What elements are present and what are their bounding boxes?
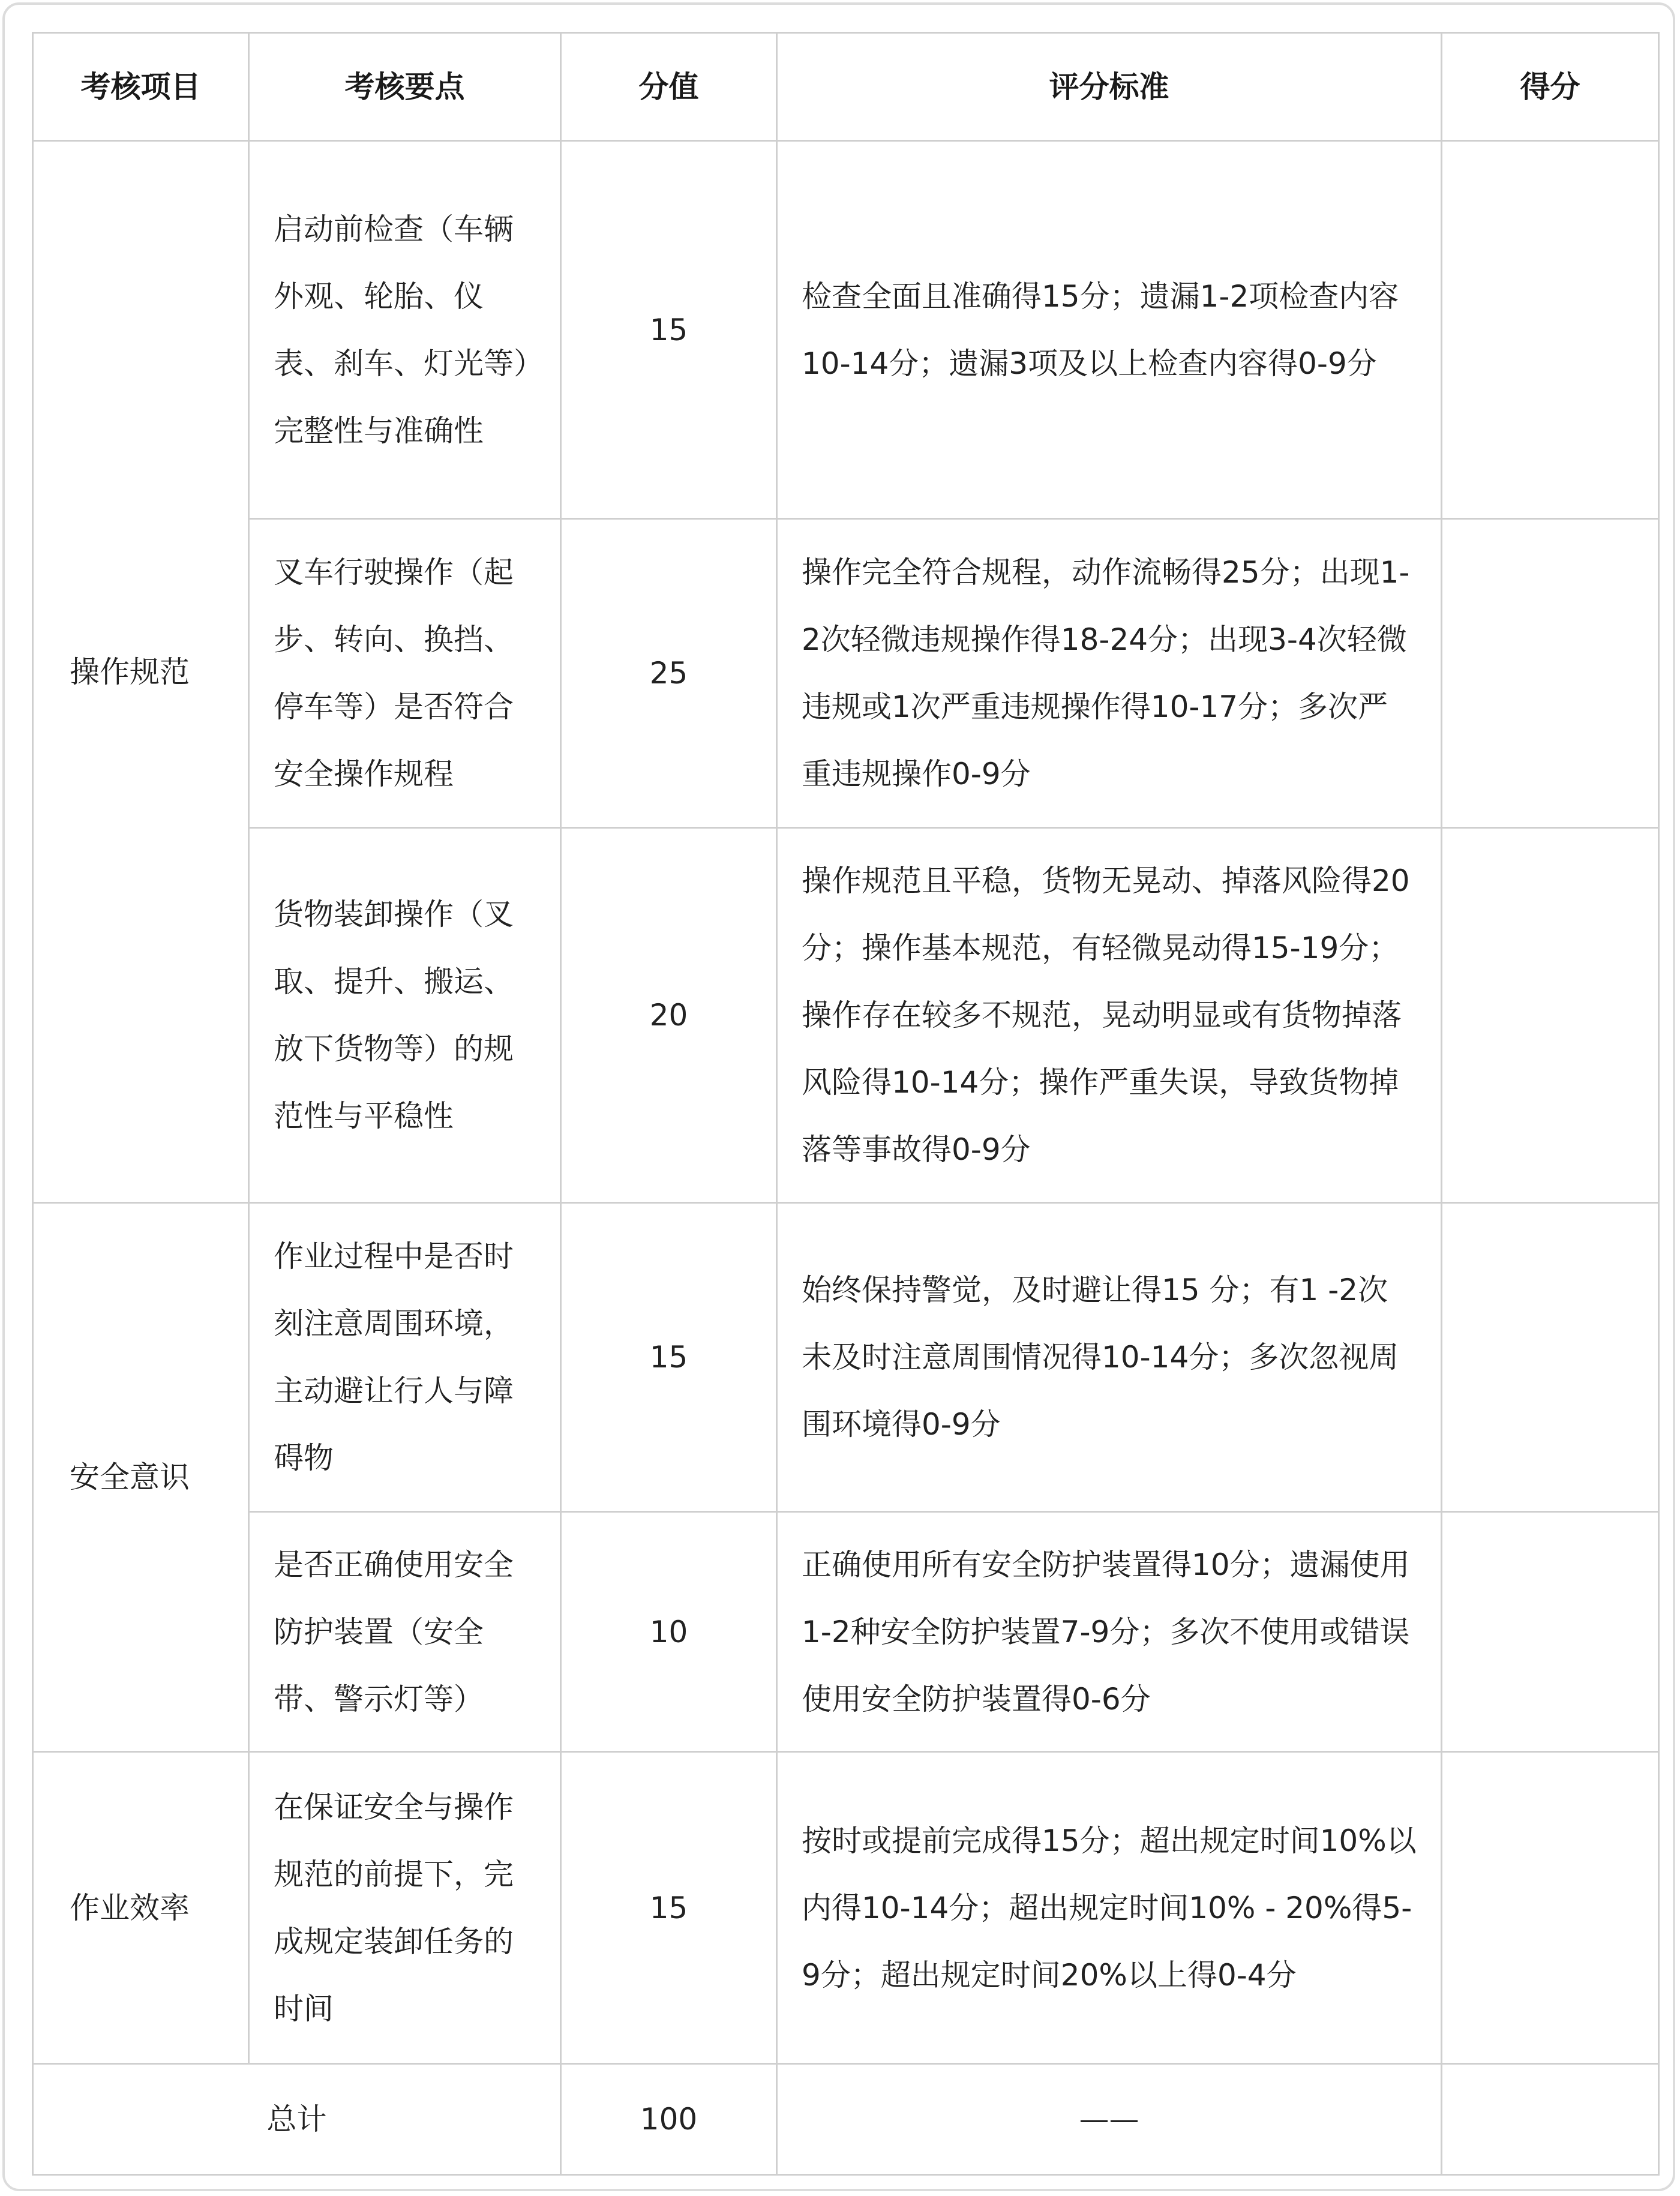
item-cell: 操作规范 <box>33 141 249 1203</box>
standard-cell: 检查全面且准确得15分；遗漏1-2项检查内容10-14分；遗漏3项及以上检查内容得0-9分 <box>777 141 1442 519</box>
total-result <box>1442 2064 1659 2175</box>
point-cell: 是否正确使用安全防护装置（安全带、警示灯等） <box>249 1512 561 1752</box>
table-row <box>33 141 1659 519</box>
item-cell: 安全意识 <box>33 1203 249 1752</box>
score-cell: 20 <box>561 828 777 1203</box>
result-cell <box>1442 141 1659 519</box>
point-cell: 在保证安全与操作规范的前提下，完成规定装卸任务的时间 <box>249 1752 561 2064</box>
header-score: 分值 <box>561 33 777 141</box>
score-cell: 10 <box>561 1512 777 1752</box>
table-row <box>33 1203 1659 1512</box>
standard-cell: 正确使用所有安全防护装置得10分；遗漏使用1-2种安全防护装置7-9分；多次不使用或错误使用安全防护装置得0-6分 <box>777 1512 1442 1752</box>
standard-cell: 操作规范且平稳，货物无晃动、掉落风险得20分；操作基本规范，有轻微晃动得15-19分；操作存在较多不规范，晃动明显或有货物掉落风险得10-14分；操作严重失误，导致货物掉落等事故得0-9分 <box>777 828 1442 1203</box>
standard-cell: 按时或提前完成得15分；超出规定时间10%以内得10-14分；超出规定时间10% - 20%得5-9分；超出规定时间20%以上得0-4分 <box>777 1752 1442 2064</box>
score-cell: 25 <box>561 519 777 828</box>
result-cell <box>1442 1752 1659 2064</box>
point-cell: 叉车行驶操作（起步、转向、换挡、停车等）是否符合安全操作规程 <box>249 519 561 828</box>
point-cell: 作业过程中是否时刻注意周围环境，主动避让行人与障碍物 <box>249 1203 561 1512</box>
score-cell: 15 <box>561 1752 777 2064</box>
table-row <box>33 1512 1659 1752</box>
item-cell: 作业效率 <box>33 1752 249 2064</box>
result-cell <box>1442 1203 1659 1512</box>
header-item: 考核项目 <box>33 33 249 141</box>
total-score: 100 <box>561 2064 777 2175</box>
total-row <box>33 2064 1659 2175</box>
result-cell <box>1442 828 1659 1203</box>
header-standard: 评分标准 <box>777 33 1442 141</box>
point-cell: 启动前检查（车辆外观、轮胎、仪表、刹车、灯光等）完整性与准确性 <box>249 141 561 519</box>
total-standard: —— <box>777 2064 1442 2175</box>
header-result: 得分 <box>1442 33 1659 141</box>
table-row <box>33 1752 1659 2064</box>
result-cell <box>1442 1512 1659 1752</box>
score-cell: 15 <box>561 141 777 519</box>
standard-cell: 操作完全符合规程，动作流畅得25分；出现1- 2次轻微违规操作得18-24分；出现3-4次轻微违规或1次严重违规操作得10-17分；多次严重违规操作0-9分 <box>777 519 1442 828</box>
assessment-table <box>32 32 1660 2176</box>
header-point: 考核要点 <box>249 33 561 141</box>
table-row <box>33 828 1659 1203</box>
table-card <box>2 2 1675 2191</box>
standard-cell: 始终保持警觉，及时避让得15 分；有1 -2次未及时注意周围情况得10-14分；多次忽视周围环境得0-9分 <box>777 1203 1442 1512</box>
table-row <box>33 519 1659 828</box>
result-cell <box>1442 519 1659 828</box>
table-header-row <box>33 33 1659 141</box>
total-label: 总计 <box>33 2064 561 2175</box>
point-cell: 货物装卸操作（叉取、提升、搬运、放下货物等）的规范性与平稳性 <box>249 828 561 1203</box>
score-cell: 15 <box>561 1203 777 1512</box>
